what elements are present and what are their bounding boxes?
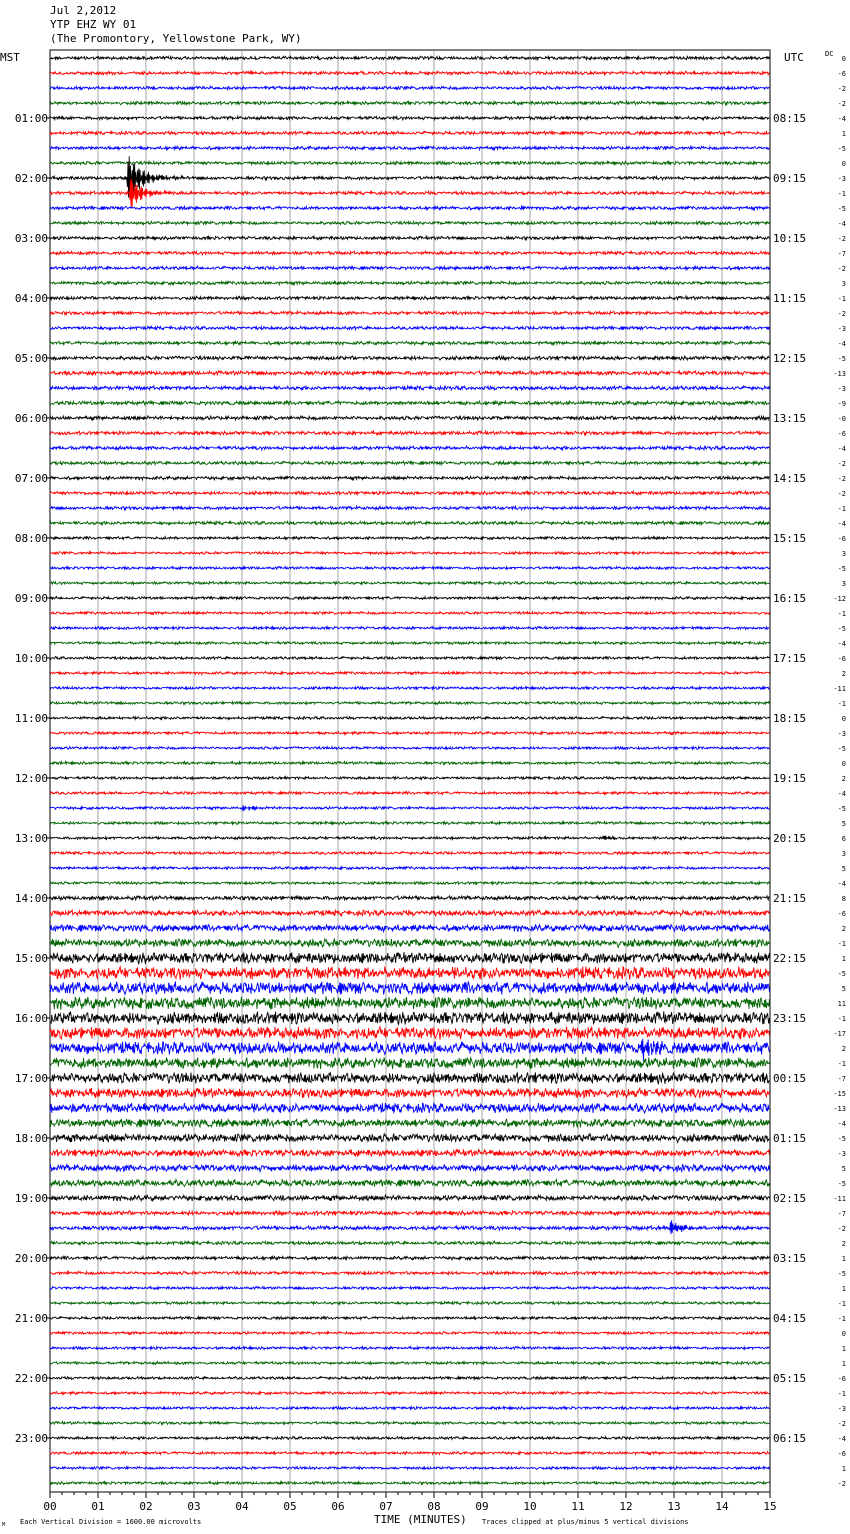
seismic-trace (50, 266, 769, 270)
right-hour-label: 21:15 (773, 892, 807, 905)
seismic-trace (50, 386, 769, 390)
dc-offset-label: 6 (841, 835, 846, 843)
dc-offset-label: -2 (837, 235, 846, 243)
seismic-trace (50, 205, 769, 209)
seismic-trace (50, 1103, 769, 1113)
seismic-trace (50, 981, 769, 994)
left-hour-label: 09:00 (14, 592, 48, 605)
left-hour-label: 12:00 (14, 772, 48, 785)
seismic-trace (50, 552, 769, 555)
dc-offset-label: -5 (837, 1180, 846, 1188)
date-label: Jul 2,2012 (50, 4, 117, 17)
dc-offset-label: -5 (837, 1135, 846, 1143)
seismic-trace (50, 416, 769, 420)
left-hour-label: 08:00 (14, 532, 48, 545)
dc-offset-label: -2 (837, 265, 846, 273)
dc-offset-label: 1 (841, 955, 846, 963)
right-hour-label: 14:15 (773, 472, 807, 485)
x-tick-label: 15 (763, 1500, 777, 1513)
dc-offset-label: -6 (837, 1450, 846, 1458)
dc-offset-label: -2 (837, 100, 846, 108)
seismic-trace (50, 822, 769, 825)
dc-offset-label: -1 (837, 1315, 846, 1323)
dc-offset-label: -6 (837, 535, 846, 543)
dc-offset-label: 0 (841, 1330, 846, 1338)
seismic-trace (50, 1317, 769, 1320)
dc-offset-label: -6 (837, 430, 846, 438)
seismic-trace (50, 732, 769, 735)
seismic-trace (50, 1179, 769, 1186)
dc-offset-label: 1 (841, 1255, 846, 1263)
station-label: YTP EHZ WY 01 (50, 18, 137, 31)
seismic-trace (50, 582, 769, 585)
seismic-trace (50, 431, 769, 435)
seismic-trace (50, 1437, 769, 1440)
left-zone-label: MST (0, 51, 20, 64)
dc-offset-label: 2 (841, 670, 846, 678)
seismic-trace (50, 882, 769, 885)
right-hour-label: 08:15 (773, 112, 807, 125)
seismic-trace (50, 1362, 769, 1365)
x-tick-label: 04 (235, 1500, 249, 1513)
dc-offset-label: 5 (841, 820, 846, 828)
x-tick-label: 00 (43, 1500, 57, 1513)
seismic-trace (50, 896, 769, 900)
seismic-trace (50, 131, 769, 135)
dc-offset-label: -5 (837, 1270, 846, 1278)
left-hour-label: 06:00 (14, 412, 48, 425)
right-hour-label: 20:15 (773, 832, 807, 845)
dc-offset-label: -13 (833, 370, 846, 378)
seismic-trace (50, 1164, 769, 1171)
dc-offset-label: 1 (841, 1285, 846, 1293)
seismic-trace (50, 1407, 769, 1410)
seismic-trace (50, 461, 769, 465)
seismic-trace (50, 1422, 769, 1425)
dc-offset-label: -2 (837, 1480, 846, 1488)
dc-offset-label: -1 (837, 1060, 846, 1068)
seismic-trace (50, 371, 769, 375)
left-hour-label: 17:00 (14, 1072, 48, 1085)
seismic-trace (50, 702, 769, 705)
left-hour-label: 05:00 (14, 352, 48, 365)
dc-offset-label: -6 (837, 1375, 846, 1383)
right-hour-label: 09:15 (773, 172, 807, 185)
seismic-trace (50, 836, 769, 840)
left-hour-label: 20:00 (14, 1252, 48, 1265)
right-hour-label: 11:15 (773, 292, 807, 305)
dc-offset-label: -2 (837, 85, 846, 93)
dc-offset-label: -5 (837, 970, 846, 978)
left-hour-label: 23:00 (14, 1432, 48, 1445)
seismic-trace (50, 612, 769, 615)
dc-offset-label: 0 (841, 160, 846, 168)
seismic-trace (50, 236, 769, 240)
seismic-trace (50, 1256, 769, 1260)
dc-offset-label: -1 (837, 295, 846, 303)
dc-offset-label: 0 (841, 760, 846, 768)
seismic-trace (50, 1392, 769, 1395)
right-hour-label: 10:15 (773, 232, 807, 245)
dc-offset-label: -7 (837, 1210, 846, 1218)
seismic-trace (50, 939, 769, 948)
dc-offset-label: -3 (837, 175, 846, 183)
right-zone-label: UTC (784, 51, 804, 64)
x-tick-label: 01 (91, 1500, 105, 1513)
dc-offset-label: -1 (837, 190, 846, 198)
seismic-trace (50, 401, 769, 405)
seismic-trace (50, 805, 769, 811)
seismic-trace (50, 296, 769, 300)
seismic-trace (50, 537, 769, 540)
x-tick-label: 11 (571, 1500, 585, 1513)
seismic-trace (50, 1149, 769, 1156)
seismic-trace (50, 476, 769, 480)
seismic-trace (50, 251, 769, 255)
trace-group (50, 56, 769, 1484)
dc-offset-label: -7 (837, 1075, 846, 1083)
left-hour-label: 04:00 (14, 292, 48, 305)
seismic-trace (50, 1088, 769, 1098)
x-tick-label: 07 (379, 1500, 393, 1513)
dc-offset-label: -12 (833, 595, 846, 603)
dc-offset-label: -2 (837, 460, 846, 468)
seismic-trace (50, 952, 769, 964)
seismic-trace (50, 146, 769, 150)
dc-offset-label: -1 (837, 1015, 846, 1023)
dc-offset-label: -13 (833, 1105, 846, 1113)
seismic-trace (50, 672, 769, 675)
seismic-trace (50, 967, 769, 980)
dc-offset-label: 5 (841, 865, 846, 873)
seismic-trace (50, 1377, 769, 1380)
dc-offset-label: 1 (841, 130, 846, 138)
seismic-trace (50, 506, 769, 510)
seismic-trace (50, 326, 769, 330)
left-hour-label: 15:00 (14, 952, 48, 965)
right-hour-label: 17:15 (773, 652, 807, 665)
dc-offset-label: -9 (837, 400, 846, 408)
x-tick-label: 05 (283, 1500, 297, 1513)
dc-offset-label: 2 (841, 925, 846, 933)
left-hour-label: 10:00 (14, 652, 48, 665)
right-hour-label: 13:15 (773, 412, 807, 425)
dc-offset-label: -1 (837, 700, 846, 708)
dc-offset-label: 3 (841, 580, 846, 588)
seismic-trace (50, 521, 769, 525)
x-tick-label: 06 (331, 1500, 345, 1513)
dc-offset-label: 1 (841, 1465, 846, 1473)
dc-offset-label: -4 (837, 790, 846, 798)
seismic-trace (50, 311, 769, 315)
seismic-trace (50, 687, 769, 690)
seismic-trace (50, 747, 769, 750)
left-hour-label: 13:00 (14, 832, 48, 845)
dc-offset-label: 8 (841, 895, 846, 903)
dc-offset-label: -2 (837, 1420, 846, 1428)
seismic-trace (50, 1119, 769, 1128)
dc-offset-label: 5 (841, 985, 846, 993)
dc-offset-label: -5 (837, 745, 846, 753)
dc-offset-label: -5 (837, 625, 846, 633)
seismic-trace (50, 1211, 769, 1215)
seismic-trace (50, 1011, 769, 1024)
corner-mark: M (2, 1522, 6, 1528)
dc-offset-label: -2 (837, 310, 846, 318)
dc-offset-label: -1 (837, 1390, 846, 1398)
x-tick-label: 14 (715, 1500, 729, 1513)
dc-offset-label: -1 (837, 1300, 846, 1308)
dc-offset-label: 11 (837, 1000, 846, 1008)
right-hour-label: 04:15 (773, 1312, 807, 1325)
dc-offset-label: -5 (837, 355, 846, 363)
x-tick-label: 12 (619, 1500, 633, 1513)
seismic-trace (50, 642, 769, 645)
x-axis-title: TIME (MINUTES) (374, 1513, 467, 1526)
seismic-trace (50, 1220, 769, 1234)
dc-offset-label: 2 (841, 1240, 846, 1248)
right-hour-label: 03:15 (773, 1252, 807, 1265)
dc-offset-label: -4 (837, 445, 846, 453)
seismic-trace (50, 1271, 769, 1275)
label-group (0, 50, 846, 1528)
seismic-trace (50, 657, 769, 660)
seismic-trace (50, 356, 769, 360)
seismic-trace (50, 1332, 769, 1335)
seismic-trace (50, 852, 769, 855)
seismic-trace (50, 1072, 769, 1084)
seismic-trace (50, 281, 769, 285)
dc-offset-label: -15 (833, 1090, 846, 1098)
dc-offset-label: -17 (833, 1030, 846, 1038)
seismic-trace (50, 1302, 769, 1305)
seismic-trace (50, 777, 769, 780)
right-hour-label: 23:15 (773, 1012, 807, 1025)
dc-offset-label: -5 (837, 565, 846, 573)
location-label: (The Promontory, Yellowstone Park, WY) (50, 32, 302, 45)
dc-offset-label: -4 (837, 340, 846, 348)
dc-offset-label: 3 (841, 850, 846, 858)
right-hour-label: 19:15 (773, 772, 807, 785)
dc-offset-label: -11 (833, 685, 846, 693)
x-tick-label: 03 (187, 1500, 201, 1513)
x-tick-label: 10 (523, 1500, 537, 1513)
right-hour-label: 16:15 (773, 592, 807, 605)
seismic-trace (50, 1287, 769, 1290)
footer-right-note: Traces clipped at plus/minus 5 vertical divisions (482, 1518, 689, 1526)
seismic-trace (50, 1195, 769, 1201)
dc-offset-label: 2 (841, 1045, 846, 1053)
dc-offset-label: 1 (841, 1345, 846, 1353)
seismic-trace (50, 1452, 769, 1455)
dc-offset-label: -2 (837, 490, 846, 498)
left-hour-label: 19:00 (14, 1192, 48, 1205)
seismic-trace (50, 116, 769, 120)
seismic-trace (50, 910, 769, 916)
seismic-trace (50, 446, 769, 450)
dc-offset-label: -4 (837, 880, 846, 888)
seismic-trace (50, 1134, 769, 1143)
seismic-trace (50, 341, 769, 345)
dc-offset-label: -4 (837, 220, 846, 228)
dc-offset-label: 2 (841, 775, 846, 783)
right-hour-label: 12:15 (773, 352, 807, 365)
dc-offset-label: -1 (837, 610, 846, 618)
left-hour-label: 22:00 (14, 1372, 48, 1385)
dc-offset-label: -5 (837, 205, 846, 213)
left-hour-label: 11:00 (14, 712, 48, 725)
dc-offset-label: 3 (841, 550, 846, 558)
left-hour-label: 14:00 (14, 892, 48, 905)
dc-offset-label: -4 (837, 520, 846, 528)
right-hour-label: 01:15 (773, 1132, 807, 1145)
seismic-trace (50, 1057, 769, 1069)
seismic-trace (50, 1347, 769, 1350)
dc-offset-label: -6 (837, 910, 846, 918)
dc-offset-label: -6 (837, 70, 846, 78)
left-hour-label: 16:00 (14, 1012, 48, 1025)
dc-offset-label: -0 (837, 415, 846, 423)
seismic-trace (50, 86, 769, 89)
dc-offset-label: -5 (837, 145, 846, 153)
left-hour-label: 18:00 (14, 1132, 48, 1145)
dc-offset-label: -4 (837, 640, 846, 648)
footer-left-note: Each Vertical Division = 1600.00 microvolts (20, 1518, 202, 1526)
right-hour-label: 02:15 (773, 1192, 807, 1205)
right-hour-label: 06:15 (773, 1432, 807, 1445)
dc-offset-label: 0 (841, 55, 846, 63)
seismic-trace (50, 221, 769, 225)
dc-offset-label: -3 (837, 730, 846, 738)
dc-offset-label: -4 (837, 1120, 846, 1128)
seismic-trace (50, 996, 769, 1009)
right-hour-label: 00:15 (773, 1072, 807, 1085)
seismic-trace (50, 717, 769, 720)
seismic-trace (50, 792, 769, 795)
seismic-trace (50, 567, 769, 570)
dc-offset-label: -1 (837, 940, 846, 948)
dc-offset-label: -5 (837, 805, 846, 813)
left-hour-label: 07:00 (14, 472, 48, 485)
dc-offset-label: -3 (837, 1405, 846, 1413)
x-tick-label: 02 (139, 1500, 153, 1513)
x-tick-label: 08 (427, 1500, 441, 1513)
seismic-trace (50, 1027, 769, 1040)
seismic-trace (50, 866, 769, 870)
right-hour-label: 15:15 (773, 532, 807, 545)
seismic-trace (50, 179, 769, 208)
dc-offset-label: -1 (837, 505, 846, 513)
seismic-trace (50, 1467, 769, 1470)
right-hour-label: 18:15 (773, 712, 807, 725)
dc-offset-label: -3 (837, 1150, 846, 1158)
seismic-trace (50, 56, 769, 60)
seismic-trace (50, 1482, 769, 1485)
seismic-trace (50, 101, 769, 105)
dc-offset-label: 1 (841, 1360, 846, 1368)
seismic-trace (50, 161, 769, 165)
left-hour-label: 03:00 (14, 232, 48, 245)
dc-offset-label: 3 (841, 280, 846, 288)
seismic-trace (50, 762, 769, 765)
seismic-trace (50, 1039, 769, 1061)
x-tick-label: 09 (475, 1500, 489, 1513)
dc-label: DC (825, 50, 834, 58)
dc-offset-label: -3 (837, 385, 846, 393)
seismic-trace (50, 1241, 769, 1245)
dc-offset-label: -2 (837, 1225, 846, 1233)
dc-offset-label: -3 (837, 325, 846, 333)
dc-offset-label: 0 (841, 715, 846, 723)
dc-offset-label: -7 (837, 250, 846, 258)
left-hour-label: 01:00 (14, 112, 48, 125)
seismic-trace (50, 597, 769, 600)
seismic-trace (50, 71, 769, 74)
seismic-trace (50, 925, 769, 932)
dc-offset-label: -4 (837, 115, 846, 123)
right-hour-label: 22:15 (773, 952, 807, 965)
left-hour-label: 21:00 (14, 1312, 48, 1325)
left-hour-label: 02:00 (14, 172, 48, 185)
dc-offset-label: 5 (841, 1165, 846, 1173)
x-tick-label: 13 (667, 1500, 681, 1513)
seismic-trace (50, 491, 769, 495)
dc-offset-label: -4 (837, 1435, 846, 1443)
dc-offset-label: -6 (837, 655, 846, 663)
right-hour-label: 05:15 (773, 1372, 807, 1385)
dc-offset-label: -11 (833, 1195, 846, 1203)
seismic-trace (50, 627, 769, 630)
dc-offset-label: -2 (837, 475, 846, 483)
